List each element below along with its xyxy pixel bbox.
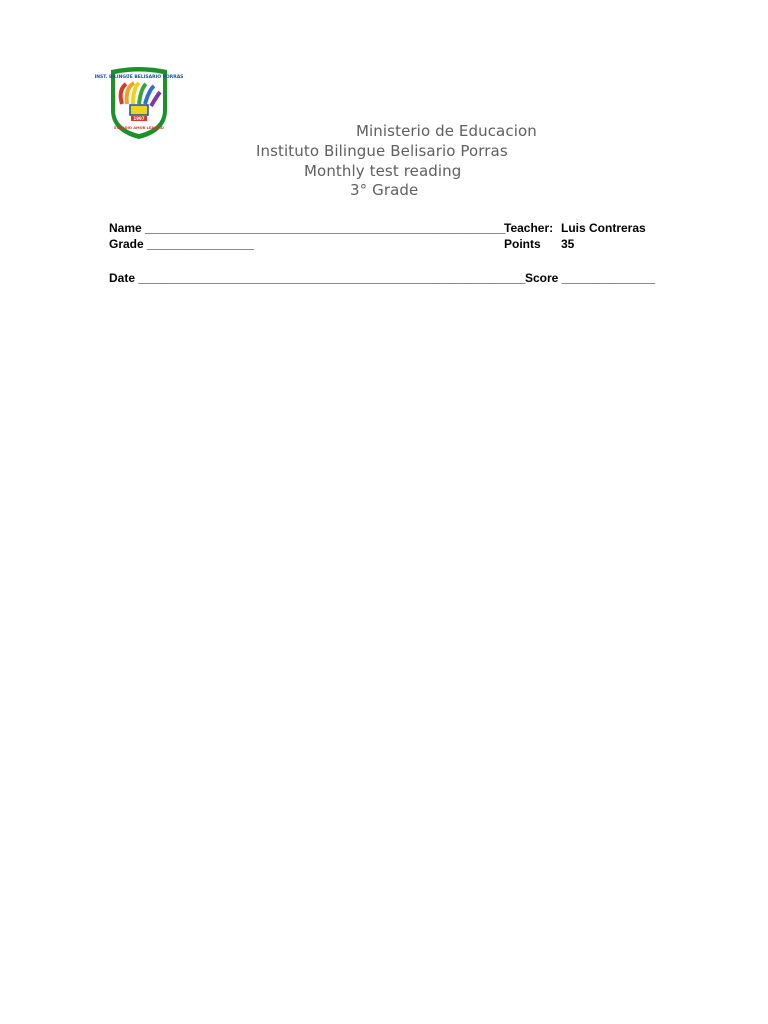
- teacher-label: Teacher:: [504, 221, 554, 235]
- crest-top-text: INST. BILINGÜE BELISARIO PORRAS: [94, 75, 184, 80]
- date-field: Date __________________________________________________________: [109, 271, 526, 285]
- ministry-heading: Ministerio de Educacion: [356, 122, 537, 140]
- score-field: Score ______________: [525, 271, 656, 285]
- crest-year: 1997: [133, 116, 145, 121]
- school-crest-logo: [94, 66, 184, 140]
- institute-heading: Instituto Bilingue Belisario Porras: [256, 142, 508, 160]
- grade-heading: 3° Grade: [350, 181, 419, 199]
- teacher-value: Luis Contreras: [561, 221, 646, 235]
- grade-field: Grade ________________: [109, 237, 254, 251]
- points-label: Points: [504, 237, 541, 251]
- test-title-heading: Monthly test reading: [304, 162, 462, 180]
- name-field: Name ______________________________________________________: [109, 221, 506, 235]
- crest-motto: ESTUDIO AMOR LEALTAD: [114, 126, 164, 130]
- points-value: 35: [561, 237, 575, 251]
